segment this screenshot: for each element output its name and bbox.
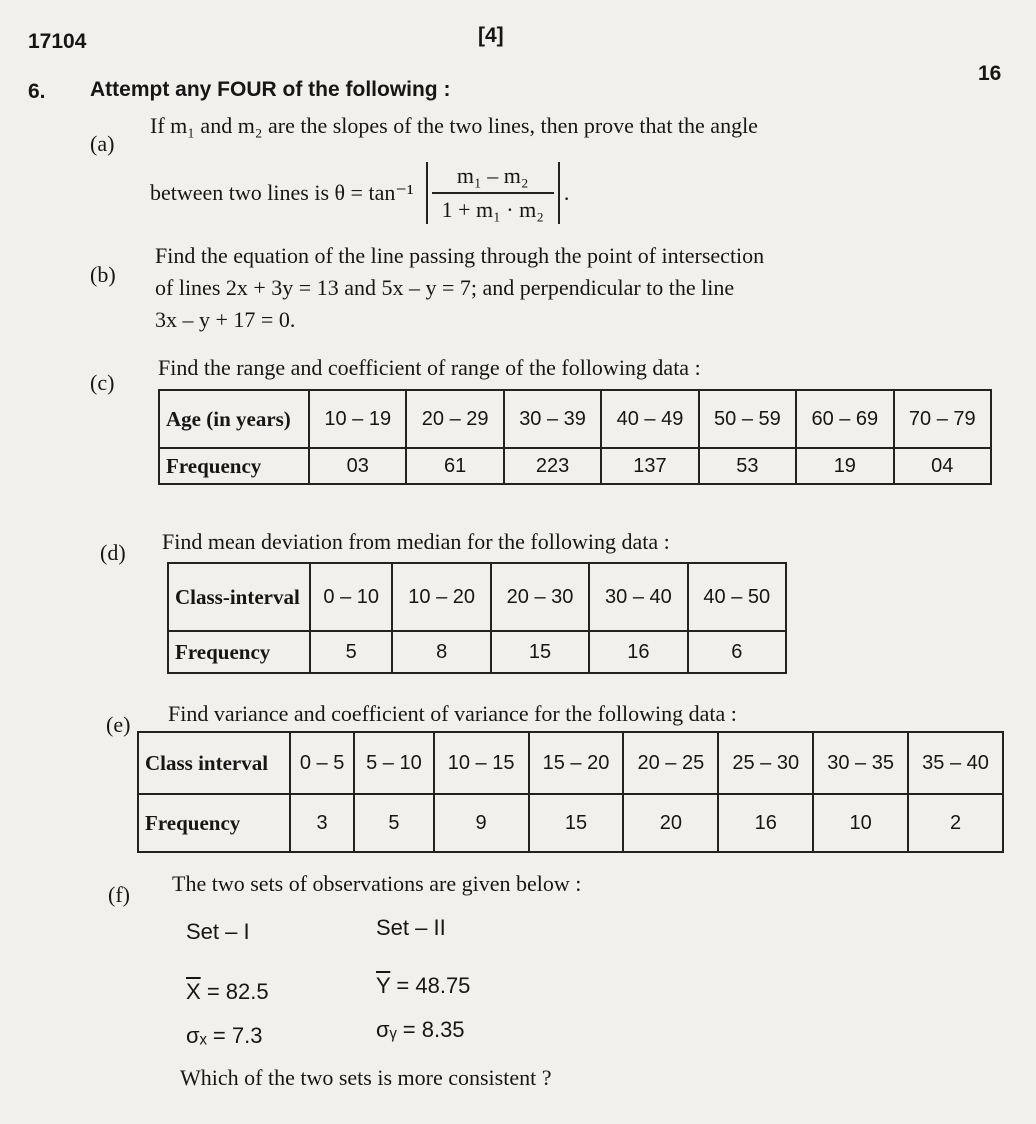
table-c-row2-header: Frequency bbox=[159, 448, 309, 484]
abs-bar-right bbox=[558, 162, 560, 224]
table-e-class: 30 – 35 bbox=[813, 732, 908, 794]
part-e-text: Find variance and coefficient of variance for the following data : bbox=[168, 701, 737, 726]
part-b-line2: of lines 2x + 3y = 13 and 5x – y = 7; and perpendicular to the line bbox=[155, 275, 735, 300]
part-a-line1: If m₁ and m₂ are the slopes of the two lines, then prove that the angle bbox=[150, 113, 758, 138]
table-e-class: 5 – 10 bbox=[354, 732, 434, 794]
fraction-numerator: m₁ – m₂ bbox=[432, 162, 554, 194]
table-e-class: 15 – 20 bbox=[529, 732, 624, 794]
table-e-class: 25 – 30 bbox=[718, 732, 813, 794]
part-a-formula bbox=[150, 158, 569, 228]
set-1-sd: σₓ = 7.3 bbox=[186, 1023, 263, 1048]
fraction bbox=[432, 162, 554, 224]
question-number: 6. bbox=[28, 80, 46, 103]
table-e-class: 35 – 40 bbox=[908, 732, 1003, 794]
table-e-row1-header: Class interval bbox=[138, 732, 290, 794]
part-b-line1: Find the equation of the line passing through the point of intersection bbox=[155, 243, 765, 268]
table-d-row1-header: Class-interval bbox=[168, 563, 310, 631]
table-c-class: 20 – 29 bbox=[406, 390, 503, 448]
table-c-frequency: 61 bbox=[406, 448, 503, 484]
table-e-frequency: 20 bbox=[623, 794, 718, 852]
paper-code: 17104 bbox=[28, 30, 87, 53]
table-d-frequency: 16 bbox=[589, 631, 687, 673]
part-d-text: Find mean deviation from median for the following data : bbox=[162, 529, 670, 554]
table-e-row2-header: Frequency bbox=[138, 794, 290, 852]
table-d-class: 10 – 20 bbox=[392, 563, 490, 631]
table-c-class: 40 – 49 bbox=[601, 390, 698, 448]
x-bar-value: = 82.5 bbox=[206, 979, 269, 1004]
table-c-frequency: 04 bbox=[894, 448, 991, 484]
table-d-frequency: 8 bbox=[392, 631, 490, 673]
part-c-label: (c) bbox=[90, 370, 115, 395]
part-b-line3: 3x – y + 17 = 0. bbox=[155, 307, 296, 332]
y-bar-symbol: $\overline{Y}$ bbox=[376, 973, 391, 998]
table-c bbox=[158, 389, 992, 485]
abs-bar-left bbox=[426, 162, 428, 224]
part-b-label: (b) bbox=[90, 262, 116, 287]
table-e-frequency: 10 bbox=[813, 794, 908, 852]
table-d-frequency: 5 bbox=[310, 631, 392, 673]
table-c-frequency: 223 bbox=[504, 448, 601, 484]
table-d-class: 30 – 40 bbox=[589, 563, 687, 631]
y-bar-value: = 48.75 bbox=[396, 973, 471, 998]
table-c-frequency: 53 bbox=[699, 448, 796, 484]
table-e-frequency: 9 bbox=[434, 794, 529, 852]
question-instruction: Attempt any FOUR of the following : bbox=[90, 78, 451, 101]
page-number: [4] bbox=[478, 24, 504, 47]
table-d-frequency: 15 bbox=[491, 631, 589, 673]
fraction-denominator: 1 + m₁ · m₂ bbox=[441, 197, 544, 222]
table-c-class: 50 – 59 bbox=[699, 390, 796, 448]
set-2-mean bbox=[376, 972, 470, 1000]
table-d bbox=[167, 562, 787, 674]
part-a-suffix: . bbox=[563, 180, 570, 205]
x-bar-symbol: $\overline{X}$ bbox=[186, 979, 201, 1004]
set-1-mean bbox=[186, 978, 269, 1006]
table-c-class: 60 – 69 bbox=[796, 390, 893, 448]
part-f-text: The two sets of observations are given below : bbox=[172, 871, 582, 896]
table-d-frequency: 6 bbox=[688, 631, 786, 673]
table-e-frequency: 15 bbox=[529, 794, 624, 852]
table-c-class: 10 – 19 bbox=[309, 390, 406, 448]
table-d-row2-header: Frequency bbox=[168, 631, 310, 673]
table-c-row1-header: Age (in years) bbox=[159, 390, 309, 448]
part-a-label: (a) bbox=[90, 131, 115, 156]
table-e bbox=[137, 731, 1004, 853]
set-1-label: Set – I bbox=[186, 919, 250, 944]
table-e-class: 20 – 25 bbox=[623, 732, 718, 794]
set-2-sd: σᵧ = 8.35 bbox=[376, 1017, 465, 1042]
table-d-class: 20 – 30 bbox=[491, 563, 589, 631]
table-e-frequency: 5 bbox=[354, 794, 434, 852]
table-d-class: 0 – 10 bbox=[310, 563, 392, 631]
part-a-prefix: between two lines is θ = tan⁻¹ bbox=[150, 180, 414, 205]
marks: 16 bbox=[978, 62, 1002, 85]
table-e-frequency: 16 bbox=[718, 794, 813, 852]
table-e-class: 0 – 5 bbox=[290, 732, 354, 794]
table-c-frequency: 137 bbox=[601, 448, 698, 484]
table-e-frequency: 2 bbox=[908, 794, 1003, 852]
set-2-label: Set – II bbox=[376, 915, 446, 940]
table-e-class: 10 – 15 bbox=[434, 732, 529, 794]
table-c-frequency: 19 bbox=[796, 448, 893, 484]
part-f-label: (f) bbox=[108, 882, 130, 907]
table-e-frequency: 3 bbox=[290, 794, 354, 852]
table-d-class: 40 – 50 bbox=[688, 563, 786, 631]
table-c-frequency: 03 bbox=[309, 448, 406, 484]
part-c-text: Find the range and coefficient of range of the following data : bbox=[158, 355, 701, 380]
table-c-class: 30 – 39 bbox=[504, 390, 601, 448]
part-e-label: (e) bbox=[106, 712, 131, 737]
part-d-label: (d) bbox=[100, 540, 126, 565]
table-c-class: 70 – 79 bbox=[894, 390, 991, 448]
part-f-question: Which of the two sets is more consistent ? bbox=[180, 1065, 552, 1090]
